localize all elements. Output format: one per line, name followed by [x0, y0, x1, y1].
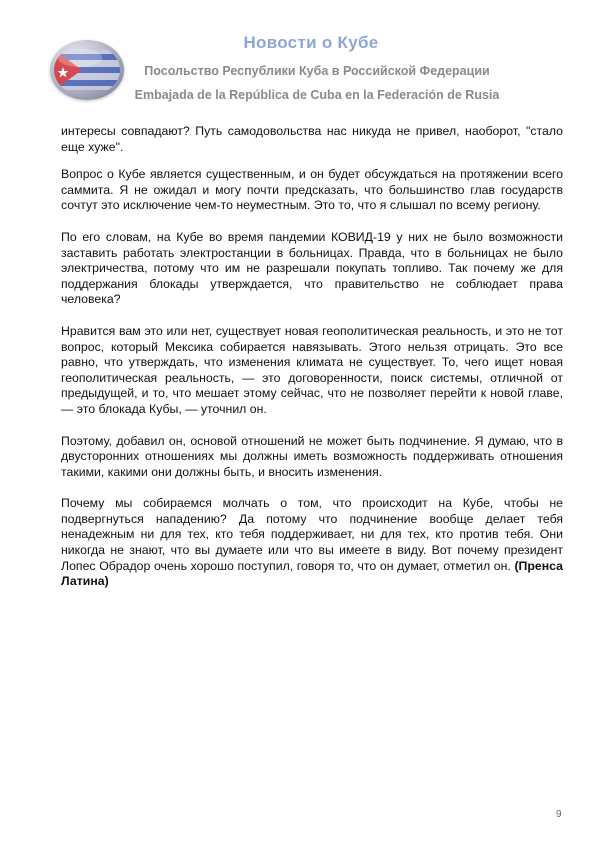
embassy-name-ru: Посольство Республики Куба в Российской Федерации	[144, 64, 490, 78]
article-body	[61, 124, 563, 606]
paragraph-6-text: Почему мы собираемся молчать о том, что происходит на Кубе, чтобы не подвергнуться нападению? Да потому что подчинение вообще делает тебя ненадежным ни для тех, кто тебя поддерживает, ни для тех, кто против тебя. Они никогда не знают, что вы думаете или что вы имеете в виду. Вот почему президент Лопес Обрадор очень хорошо поступил, говоря то, что он думает, отметил он.	[61, 496, 563, 573]
paragraph-6	[61, 496, 563, 590]
page-number: 9	[556, 809, 562, 820]
paragraph-2: Вопрос о Кубе является существенным, и он будет обсуждаться на протяжении всего саммита. Я не ожидал и могу почти предсказать, что большинство глав государств сочтут это исключение чем-то неуместным. Это то, что я слышал по всему региону.	[61, 167, 563, 213]
news-source: (Пренса Латина)	[61, 558, 563, 589]
embassy-name-es: Embajada de la República de Cuba en la Federación de Rusia	[134, 88, 500, 102]
paragraph-4: Нравится вам это или нет, существует новая геополитическая реальность, и это не тот вопрос, который Мексика собирается навязывать. Этого нельзя отрицать. Это все равно, что утверждать, что изменения климата не существует. То, чего ищет новая геополитическая реальность, — это договоренности, поиск системы, отличной от предыдущей, и то, что мешает этому сейчас, что не позволяет перейти к новой главе, — это блокада Кубы, — уточнил он.	[61, 323, 563, 416]
paragraph-3: По его словам, на Кубе во время пандемии КОВИД-19 у них не было возможности заставить работать электростанции в больницах. Правда, что в больницах не было электричества, потому что им не разрешали покупать топливо. Так почему же для поддержания блокады утверждается, что правительство не соблюдает права человека?	[61, 229, 563, 307]
paragraph-1: интересы совпадают? Путь самодовольства нас никуда не привел, наоборот, "стало еще хуже".	[61, 124, 563, 154]
page-header	[0, 0, 610, 118]
paragraph-5: Поэтому, добавил он, основой отношений не может быть подчинение. Я думаю, что в двусторонних отношениях мы должны иметь возможность поддерживать отношения такими, какими они должны быть, и вносить изменения.	[61, 433, 563, 479]
site-title: Новости о Кубе	[243, 33, 379, 52]
